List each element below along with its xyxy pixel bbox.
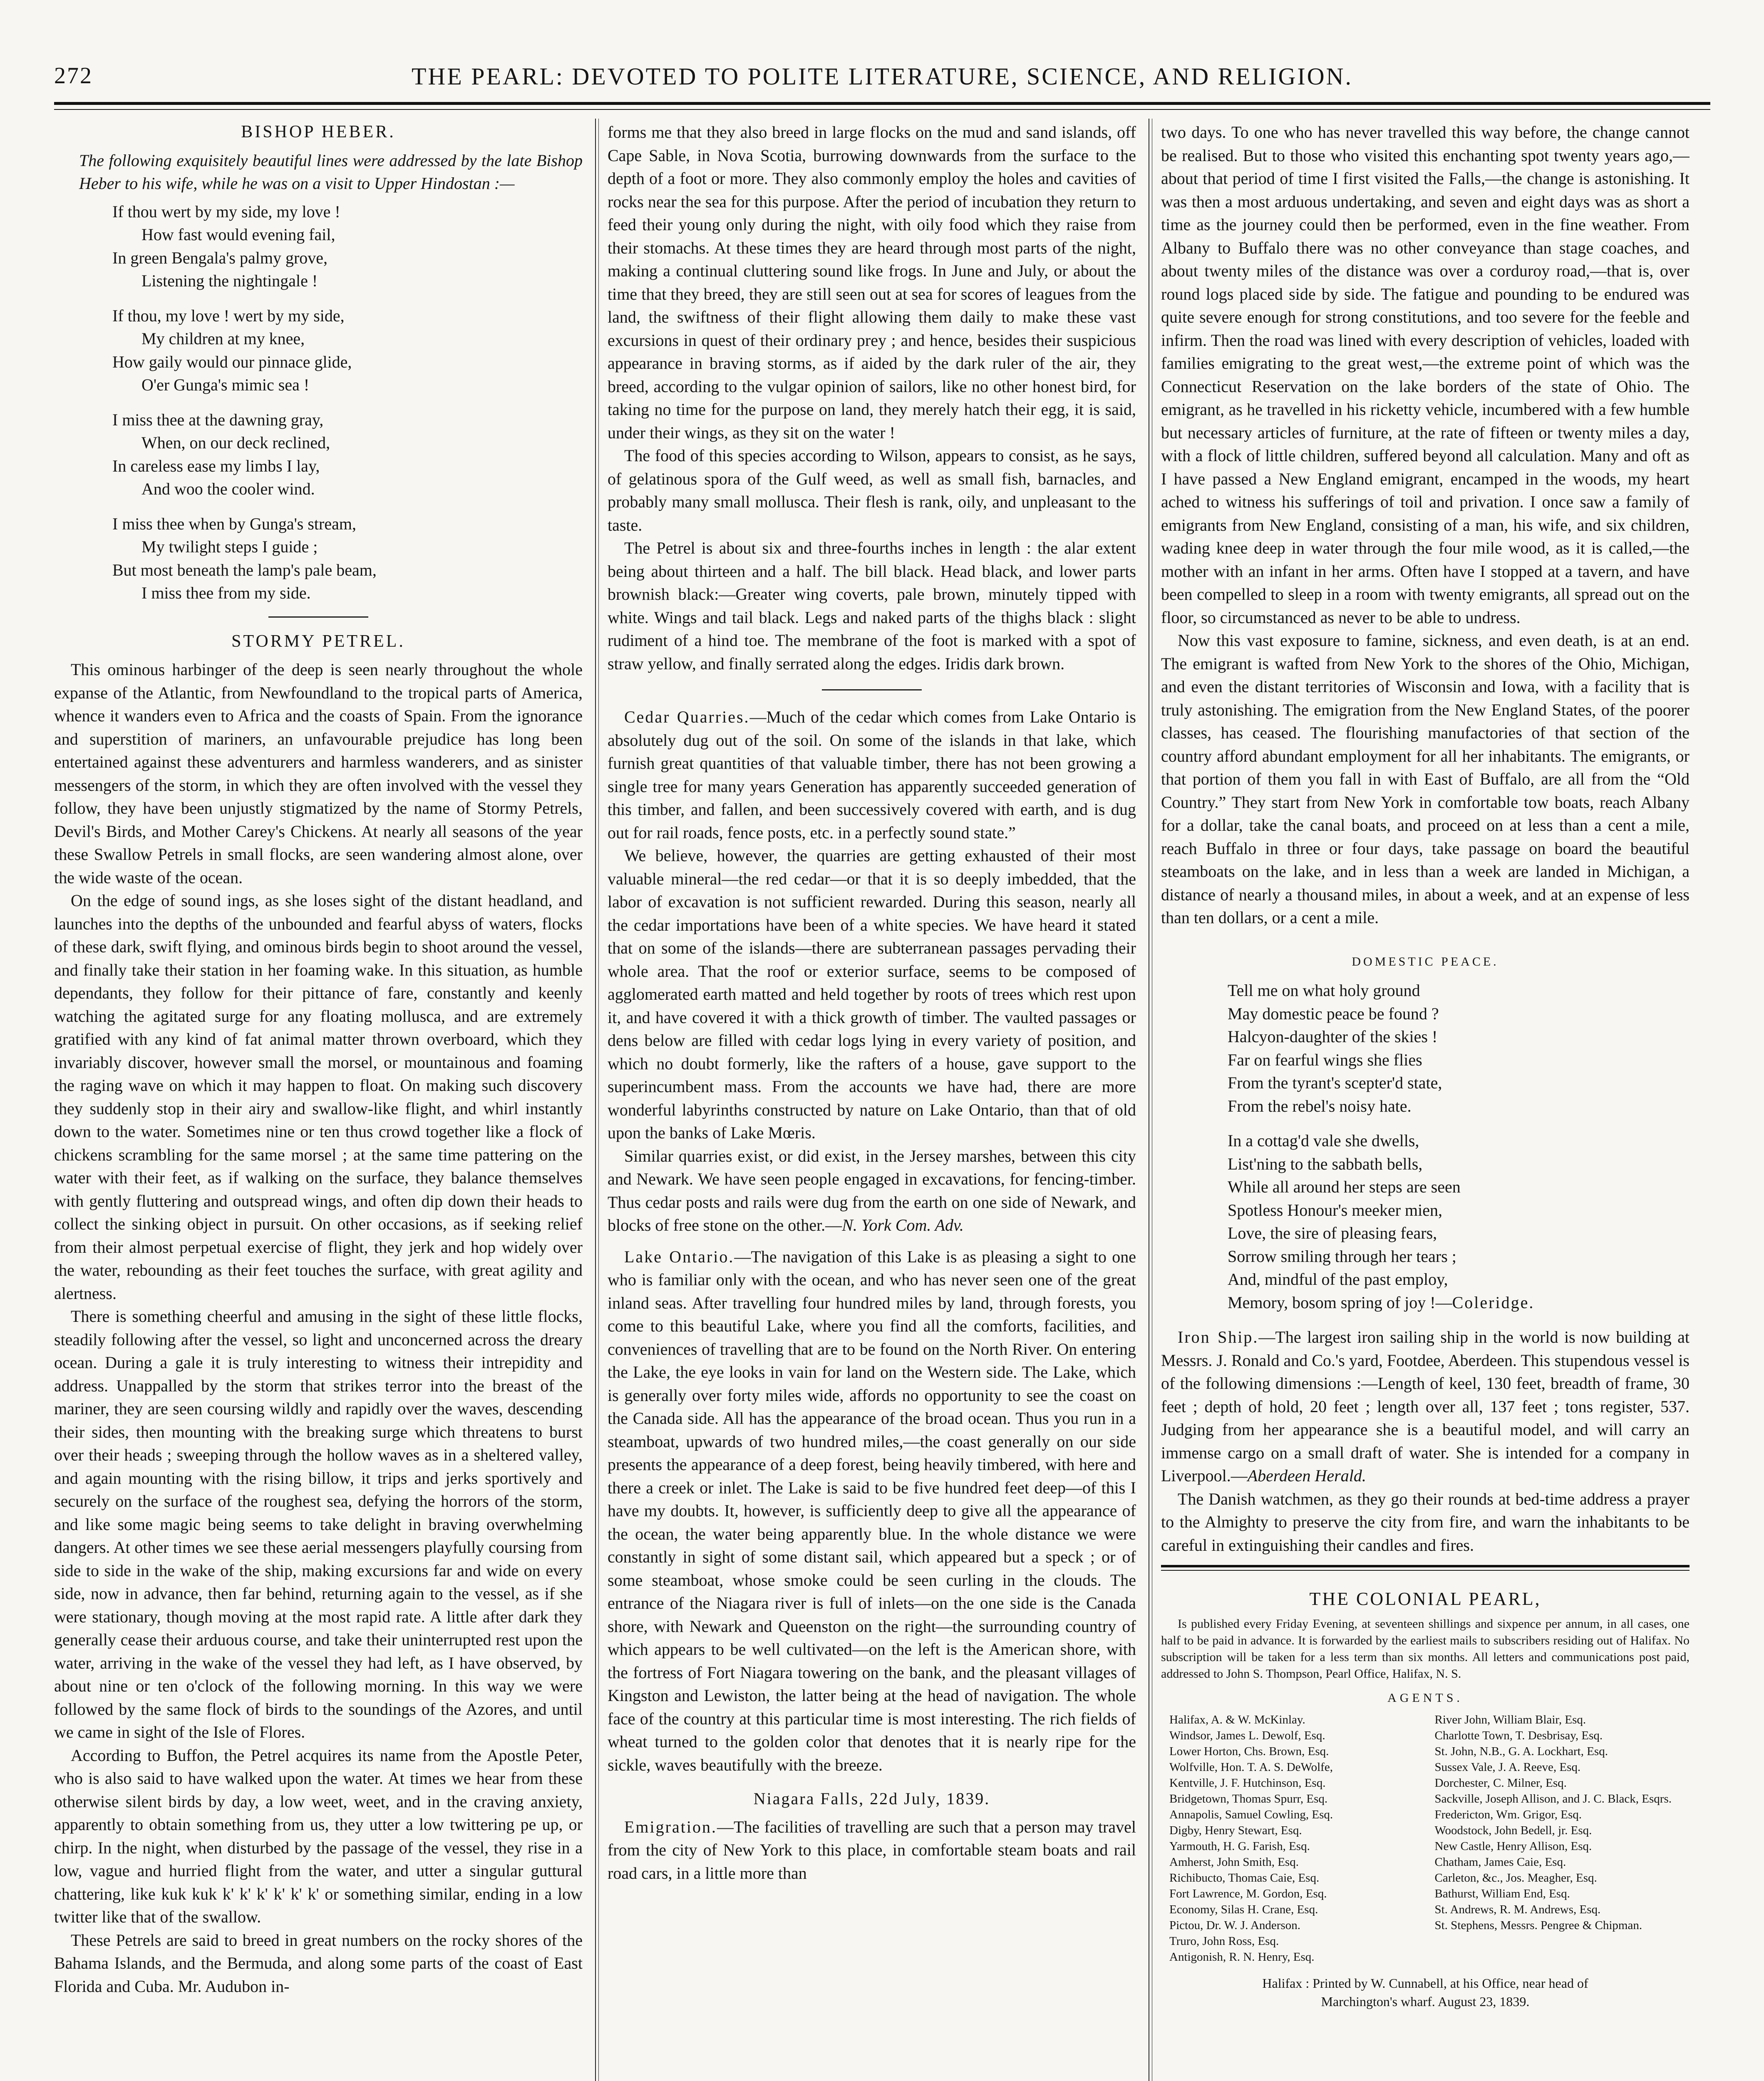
poem-line: Love, the sire of pleasing fears, xyxy=(1228,1224,1437,1242)
poem-line: In careless ease my limbs I lay, xyxy=(112,456,320,475)
colonial-pearl-title: THE COLONIAL PEARL, xyxy=(1309,1589,1541,1609)
paragraph: These Petrels are said to breed in great numbers on the rocky shores of the Bahama Islands, and the Bermuda, and along some parts of the coast of East Florida and Cuba. Mr. Audubon in- xyxy=(54,1930,583,1996)
poem-line: My twilight steps I guide ; xyxy=(141,537,318,556)
source-credit: Aberdeen Herald. xyxy=(1247,1466,1366,1485)
paragraph-text: Similar quarries exist, or did exist, in the Jersey marshes, between this city and Newark. We have seen people engaged in excavations, for fencing-timber. Thus cedar posts and rails were dug from the earth on one side of Newark, and blocks of free stone on the other.— xyxy=(608,1146,1136,1234)
heber-poem xyxy=(54,200,583,605)
paragraph: Now this vast exposure to famine, sickness, and even death, is at an end. The emigrant is wafted from New York to the shores of the Ohio, Michigan, and even the distant territories of Wisconsin and Iowa, with a facility that is truly astonishing. The emigration from the New England States, of the poorer classes, has ceased. The flourishing manufactories of that section of the country afford abundant employment for all her inhabitants. The emigrants, or that portion of them you fall in with East of Buffalo, are all from the “Old Country.” They start from New York in comfortable tow boats, reach Albany for a dollar, take the canal boats, and proceed on at less than a cent a mile, reach Buffalo in three or four days, take passage on board the beautiful steamboats on the lake, and in less than a week are landed in Michigan, a distance of nearly a thousand miles, in about a week, and at an expense of less than ten dollars, or a cent a mile. xyxy=(1161,631,1690,927)
poem-title-domestic-peace: DOMESTIC PEACE. xyxy=(1352,954,1499,968)
page-header xyxy=(54,62,1710,100)
agent-entry: Wolfville, Hon. T. A. S. DeWolfe, xyxy=(1169,1761,1333,1774)
paragraph-text: —The navigation of this Lake is as pleasing a sight to one who is familiar only with the ocean, and who has never seen one of the great inland seas. After travelling four hundred miles by land, through forests, you come to this beautiful Lake, where you find all the comforts, facilities, and conveniences of travelling that are to be found on the North River. On entering the Lake, the eye looks in vain for land on the Western side. The Lake, which is generally over forty miles wide, affords no opportunity to see the coast on the Canada side. All has the appearance of the broad ocean. Thus you run in a steamboat, upwards of two hundred miles,—the coast generally on our side presents the appearance of a deep forest, being heavily timbered, with here and there a creek or inlet. The Lake is said to be five hundred feet deep—of this I have my doubts. It, however, is sufficiently deep to give all the appearance of the ocean, the water being apparently blue. In the whole distance we were constantly in sight of some distant sail, which appeared but a speck ; or of some steamboat, whose smoke could be seen curling in the clouds. The entrance of the Niagara river is full of inlets—on the one side is the Canada shore, with Newark and Queenston on the right—the surrounding country of which appears to be well cultivated—on the left is the American shore, with the fortress of Fort Niagara towering on the bank, and the pleasant villages of Kingston and Lewiston, the latter being at the head of navigation. The whole face of the country at this particular time is most interesting. The rich fields of wheat turned to the golden color that denotes that it is nearly ripe for the sickle, waves beautifully with the breeze. xyxy=(608,1247,1136,1774)
poem-line: When, on our deck reclined, xyxy=(141,433,330,452)
column-2 xyxy=(608,121,1136,2081)
column-rule xyxy=(595,119,596,2081)
poem-line: From the tyrant's scepter'd state, xyxy=(1228,1073,1442,1092)
ontario-article xyxy=(608,1245,1136,1777)
agent-entry: Lower Horton, Chs. Brown, Esq. xyxy=(1169,1745,1329,1758)
poem-line: Sorrow smiling through her tears ; xyxy=(1228,1247,1456,1266)
poem-stanza xyxy=(112,200,583,293)
source-credit: N. York Com. Adv. xyxy=(842,1216,964,1234)
poem-line: I miss thee when by Gunga's stream, xyxy=(112,514,356,533)
poem-line: And, mindful of the past employ, xyxy=(1228,1270,1448,1289)
agent-entry: Bathurst, William End, Esq. xyxy=(1434,1887,1570,1900)
agent-entry: St. John, N.B., G. A. Lockhart, Esq. xyxy=(1434,1745,1608,1758)
section-divider xyxy=(822,689,922,690)
agent-entry: Windsor, James L. Dewolf, Esq. xyxy=(1169,1729,1325,1742)
agent-entry: Digby, Henry Stewart, Esq. xyxy=(1169,1824,1302,1837)
agent-entry: Kentville, J. F. Hutchinson, Esq. xyxy=(1169,1776,1326,1790)
header-rule xyxy=(54,102,1710,105)
paragraph-text: —The largest iron sailing ship in the world is now building at Messrs. J. Ronald and Co.'s yard, Footdee, Aberdeen. This stupendous vessel is of the following dimensions :—Length of keel, 130 feet, breadth of frame, 30 feet ; depth of hold, 20 feet ; length over all, 137 feet ; tons register, 537. Judging from her appearance she is a beautiful model, and will carry an immense cargo on a small draft of water. She is intended for a company in Liverpool.— xyxy=(1161,1328,1690,1485)
paragraph: forms me that they also breed in large flocks on the mud and sand islands, off Cape Sable, in Nova Scotia, burrowing downwards from the surface to the depth of a foot or more. They also commonly employ the holes and cavities of rocks near the sea for this purpose. After the period of incubation they return to feed their young only during the night, with oily food which they raise from their stomachs. At these times they are heard through most parts of the night, making a continual cluttering sound like frogs. In June and July, or about the time that they breed, they are still seen out at sea for scores of leagues from the land, the swiftness of their flight allowing them daily to make these vast excursions in quest of their ordinary prey ; and hence, besides their suspicious appearance in braving storms, as if aided by the dark ruler of the air, they breed, according to the vulgar opinion of sailors, like no other honest bird, for taking no time for the purpose on land, they merely hatch their egg, it is said, under their wings, as they sit on the water ! xyxy=(608,123,1136,442)
article-title-heber: BISHOP HEBER. xyxy=(241,122,396,142)
agent-entry: Annapolis, Samuel Cowling, Esq. xyxy=(1169,1808,1333,1821)
imprint-line: Marchington's wharf. August 23, 1839. xyxy=(1321,1994,1530,2009)
agent-entry: Halifax, A. & W. McKinlay. xyxy=(1169,1713,1305,1726)
agent-entry: Chatham, James Caie, Esq. xyxy=(1434,1855,1566,1869)
agent-entry: Antigonish, R. N. Henry, Esq. xyxy=(1169,1950,1315,1964)
cedar-article-end xyxy=(608,1145,1136,1237)
agents-column-right xyxy=(1435,1712,1690,1965)
column-3 xyxy=(1161,121,1690,2081)
article-heading-cedar: Cedar Quarries. xyxy=(624,708,750,726)
header-rule-thin xyxy=(54,109,1710,110)
poem-stanza xyxy=(112,512,583,605)
agents-column-left xyxy=(1169,1712,1424,1965)
poem-line: Halcyon-daughter of the skies ! xyxy=(1228,1027,1438,1046)
poem-line: But most beneath the lamp's pale beam, xyxy=(112,560,377,579)
agent-entry: Sackville, Joseph Allison, and J. C. Black, Esqrs. xyxy=(1434,1792,1672,1805)
dateline: Niagara Falls, 22d July, 1839. xyxy=(753,1789,990,1808)
agent-entry: Fort Lawrence, M. Gordon, Esq. xyxy=(1169,1887,1327,1900)
agent-entry: Charlotte Town, T. Desbrisay, Esq. xyxy=(1434,1729,1603,1742)
poem-line: O'er Gunga's mimic sea ! xyxy=(141,375,310,394)
poem-line: List'ning to the sabbath bells, xyxy=(1228,1154,1423,1173)
poem-line: May domestic peace be found ? xyxy=(1228,1004,1439,1023)
agent-entry: Carleton, &c., Jos. Meagher, Esq. xyxy=(1434,1871,1597,1885)
agent-entry: Yarmouth, H. G. Farish, Esq. xyxy=(1169,1840,1310,1853)
poem-line: Tell me on what holy ground xyxy=(1228,981,1420,1000)
poem-line: In green Bengala's palmy grove, xyxy=(112,248,328,267)
poem-line xyxy=(1228,1291,1690,1314)
paragraph: two days. To one who has never travelled this way before, the change cannot be realised. But to those who visited this enchanting spot twenty years ago,—about that period of time I first visited the Falls,—the change is astonishing. It was then a most arduous undertaking, and seven and eight days was as short a time as the journey could then be performed, even in the fine weather. From Albany to Buffalo there was no other conveyance than stage coaches, and about twenty miles of the distance was over a corduroy road,—that is, over round logs placed side by side. The fatigue and pounding to be endured was quite severe enough for strong constitutions, and too severe for the feeble and infirm. Then the road was lined with every description of vehicles, loaded with families emigrating to the great west,—the extreme point of which was the Connecticut Reservation on the lake borders of the state of Ohio. The emigrant, as he travelled in his ricketty vehicle, incumbered with a few humble but necessary articles of furniture, at the rate of fifteen or twenty miles a day, with a flock of little children, suffered beyond all calculation. Many and oft as I have passed a New England emigrant, encamped in the woods, my heart ached to witness his sufferings of toil and privation. I once saw a family of emigrants from New England, consisting of a man, his wife, and six children, wading knee deep in water through the four mile wood, as it is called,—the mother with an infant in her arms. Often have I stopped at a tavern, and have been compelled to sleep in a room with twenty emigrants, all spread out on the floor, so circumstanced as never to be able to undress. xyxy=(1161,123,1690,627)
paragraph: This ominous harbinger of the deep is seen nearly throughout the whole expanse of the Atlantic, from Newfoundland to the tropical parts of America, whence it wanders even to Africa and the coasts of Spain. From the ignorance and superstition of mariners, an unfavourable prejudice has long been entertained against these adventurers and harmless wanderers, and as sinister messengers of the storm, in which they are often involved with the vessel they follow, they have been unjustly stigmatized by the name of Stormy Petrels, Devil's Birds, and Mother Carey's Chickens. At nearly all seasons of the year these Swallow Petrels in small flocks, are seen wandering almost alone, over the wide waste of the ocean. xyxy=(54,660,583,887)
poem-line: I miss thee at the dawning gray, xyxy=(112,410,324,429)
column-rule xyxy=(598,119,599,2081)
agent-entry: Woodstock, John Bedell, jr. Esq. xyxy=(1434,1824,1592,1837)
poem-author: Coleridge. xyxy=(1452,1293,1535,1312)
agent-entry: River John, William Blair, Esq. xyxy=(1434,1713,1586,1726)
poem-line-text: Memory, bosom spring of joy !— xyxy=(1228,1293,1452,1312)
imprint-line: Halifax : Printed by W. Cunnabell, at his Office, near head of xyxy=(1262,1976,1588,1991)
agent-entry: Amherst, John Smith, Esq. xyxy=(1169,1855,1299,1869)
paragraph: The Petrel is about six and three-fourths inches in length : the alar extent being about thirteen and a half. The bill black. Head black, and lower parts brownish black:—Greater wing coverts, pale brown, minutely tipped with white. Wings and tail black. Legs and naked parts of the thighs black : slight rudiment of a hind toe. The membrane of the foot is marked with a spot of straw yellow, and finally serrated along the edges. Iridis dark brown. xyxy=(608,539,1136,673)
paragraph: There is something cheerful and amusing in the sight of these little flocks, steadily following after the vessel, so light and unconcerned across the dreary ocean. During a gale it is truly interesting to witness their intrepidity and address. Unappalled by the storm that strikes terror into the breast of the mariner, they are seen coursing wildly and rapidly over the waves, descending their sides, then mounting with the breaking surge which threatens to burst over their heads ; sweeping through the hollow waves as in a sheltered valley, and again mounting with the rising billow, it trips and jerks sportively and securely on the surface of the roughest sea, defying the horrors of the storm, and like some magic being seems to take delight in braving overwhelming dangers. At other times we see these aerial messengers playfully coursing from side to side in the wake of the ship, making excursions far and wide on every side, now in advance, then far behind, returning again to the vessel, as if she were stationary, though moving at the most rapid rate. A little after dark they generally cease their arduous course, and take their uninterrupted rest upon the water, arriving in the wake of the vessel they had left, as I have observed, by about nine or ten o'clock of the following morning. In this way we were followed by the same flock of birds to the soundings of the Azores, and until we came in sight of the Isle of Flores. xyxy=(54,1307,583,1741)
agent-entry: Bridgetown, Thomas Spurr, Esq. xyxy=(1169,1792,1328,1805)
poem-line: How gaily would our pinnace glide, xyxy=(112,352,352,371)
colonial-pearl-notice: Is published every Friday Evening, at seventeen shillings and sixpence per annum, in all cases, one half to be paid in advance. It is forwarded by the earliest mails to subscribers residing out of Halifax. No subscription will be taken for a less term than six months. All letters and communications post paid, addressed to John S. Thompson, Pearl Office, Halifax, N. S. xyxy=(1161,1617,1690,1681)
poem-line: How fast would evening fail, xyxy=(141,225,335,244)
agent-entry: Richibucto, Thomas Caie, Esq. xyxy=(1169,1871,1320,1885)
poem-line: My children at my knee, xyxy=(141,329,305,348)
agents-heading: AGENTS. xyxy=(1387,1691,1463,1705)
paragraph: We believe, however, the quarries are getting exhausted of their most valuable mineral—the red cedar—or that it is so deeply imbedded, that the labor of excavation is not sufficient rewarded. During this season, nearly all the cedar importations have been of a white species. We have heard it stated that on some of the islands—there are subterranean passages pervading their whole area. That the roof or exterior surface, seems to be composed of agglomerated earth matted and held together by roots of trees which rest upon it, and have covered it with a thick growth of timber. The vaulted passages or dens below are filled with cedar logs lying in every variety of position, and which no doubt formerly, like the rafters of a house, gave support to the superincumbent mass. From the accounts we have had, there are more wonderful labyrinths constructed by nature on Lake Ontario, than that of old upon the banks of Lake Mœris. xyxy=(608,846,1136,1142)
agent-entry: St. Andrews, R. M. Andrews, Esq. xyxy=(1434,1903,1601,1916)
poem-line: And woo the cooler wind. xyxy=(141,479,315,498)
newspaper-page xyxy=(54,0,1710,2081)
paragraph: According to Buffon, the Petrel acquires its name from the Apostle Peter, who is also said to have walked upon the water. At times we hear from these otherwise silent birds by day, a low weet, weet, and in the craving anxiety, apparently to obtain something from us, they utter a low twittering pe up, or chirp. In the night, when disturbed by the passage of the vessel, they rise in a low, vague and hurried flight from the water, and utter a singular guttural chattering, like kuk kuk k' k' k' k' k' k' or something similar, ending in a low twitter like that of the swallow. xyxy=(54,1746,583,1926)
poem-stanza xyxy=(1228,979,1690,1117)
emigration-article xyxy=(608,1815,1136,1885)
poem-line: If thou, my love ! wert by my side, xyxy=(112,306,345,325)
poem-line: In a cottag'd vale she dwells, xyxy=(1228,1131,1419,1150)
heber-intro: The following exquisitely beautiful lines were addressed by the late Bishop Heber to his wife, while he was on a visit to Upper Hindostan :— xyxy=(79,151,583,193)
poem-stanza xyxy=(1228,1129,1690,1314)
running-title: THE PEARL: DEVOTED TO POLITE LITERATURE, SCIENCE, AND RELIGION. xyxy=(412,63,1353,90)
poem-stanza xyxy=(112,408,583,501)
page-number: 272 xyxy=(54,63,93,89)
agent-entry: New Castle, Henry Allison, Esq. xyxy=(1434,1840,1592,1853)
agent-entry: Economy, Silas H. Crane, Esq. xyxy=(1169,1903,1318,1916)
poem-line: Spotless Honour's meeker mien, xyxy=(1228,1200,1443,1219)
agents-list xyxy=(1161,1712,1690,1965)
agent-entry: Fredericton, Wm. Grigor, Esq. xyxy=(1434,1808,1582,1821)
poem-line: Far on fearful wings she flies xyxy=(1228,1050,1422,1069)
colonial-rule xyxy=(1161,1565,1690,1567)
paragraph: The food of this species according to Wilson, appears to consist, as he says, of gelatinous spora of the Gulf weed, as well as small fish, barnacles, and probably many small mollusca. Their flesh is rank, oily, and unpleasant to the taste. xyxy=(608,446,1136,534)
poem-line: I miss thee from my side. xyxy=(141,584,311,602)
paragraph-text: —The facilities of travelling are such that a person may travel from the city of New York to this place, in comfortable steam boats and rail road cars, in a little more than xyxy=(608,1817,1136,1882)
article-heading-iron-ship: Iron Ship. xyxy=(1178,1328,1259,1346)
domestic-peace-poem xyxy=(1161,979,1690,1314)
paragraph-text: —Much of the cedar which comes from Lake Ontario is absolutely dug out of the soil. On some of the islands in that lake, which furnish great quantities of that valuable timber, there has not been growing a single tree for many years Generation has apparently succeeded generation of this timber, and fallen, and been successively covered with earth, and is dug out for rail roads, fence posts, etc. in a perfectly sound state.” xyxy=(608,708,1136,842)
column-1 xyxy=(54,121,583,2081)
cedar-article xyxy=(608,705,1136,844)
article-heading-emigration: Emigration. xyxy=(624,1817,717,1836)
iron-ship-article xyxy=(1161,1326,1690,1487)
agent-entry: Sussex Vale, J. A. Reeve, Esq. xyxy=(1434,1761,1581,1774)
section-divider xyxy=(268,616,368,618)
article-title-petrel: STORMY PETREL. xyxy=(231,631,405,651)
colonial-rule-thin xyxy=(1161,1570,1690,1571)
paragraph: The Danish watchmen, as they go their rounds at bed-time address a prayer to the Almighty to preserve the city from fire, and warn the inhabitants to be careful in extinguishing their candles and fires. xyxy=(1161,1489,1690,1555)
agent-entry: Dorchester, C. Milner, Esq. xyxy=(1434,1776,1567,1790)
poem-line: While all around her steps are seen xyxy=(1228,1177,1461,1196)
paragraph: On the edge of sound ings, as she loses sight of the distant headland, and launches into the depths of the unbounded and fearful abyss of waters, flocks of these dark, swift flying, and ominous birds begin to shoot around the vessel, and finally take their station in her foaming wake. In this situation, as humble dependants, they follow for their pittance of fare, constantly and keenly watching the agitated surge for any floating mollusca, and are extremely gratified with any kind of fat animal matter thrown overboard, which they invariably discover, however small the morsel, or mountainous and foaming the raging wave on which it may happen to float. On making such discovery they suddenly stop in their airy and swallow-like flight, and whirl instantly down to the water. Sometimes nine or ten thus crowd together like a flock of chickens scrambling for the same morsel ; at the same time pattering on the water with their feet, as if walking on the surface, they balance themselves with gently fluttering and outspread wings, and often dip down their heads to collect the sinking object in pursuit. On other occasions, as if seeking relief from their almost perpetual exercise of flight, they jerk and hop widely over the water, rebounding as their feet touches the surface, with great agility and alertness. xyxy=(54,891,583,1303)
agent-entry: St. Stephens, Messrs. Pengree & Chipman. xyxy=(1434,1919,1642,1932)
poem-line: Listening the nightingale ! xyxy=(141,271,318,290)
poem-line: If thou wert by my side, my love ! xyxy=(112,202,340,221)
poem-stanza xyxy=(112,304,583,397)
agent-entry: Truro, John Ross, Esq. xyxy=(1169,1934,1279,1948)
article-heading-ontario: Lake Ontario. xyxy=(624,1247,734,1266)
poem-line: From the rebel's noisy hate. xyxy=(1228,1096,1412,1115)
imprint xyxy=(1161,1974,1690,2011)
agent-entry: Pictou, Dr. W. J. Anderson. xyxy=(1169,1919,1300,1932)
